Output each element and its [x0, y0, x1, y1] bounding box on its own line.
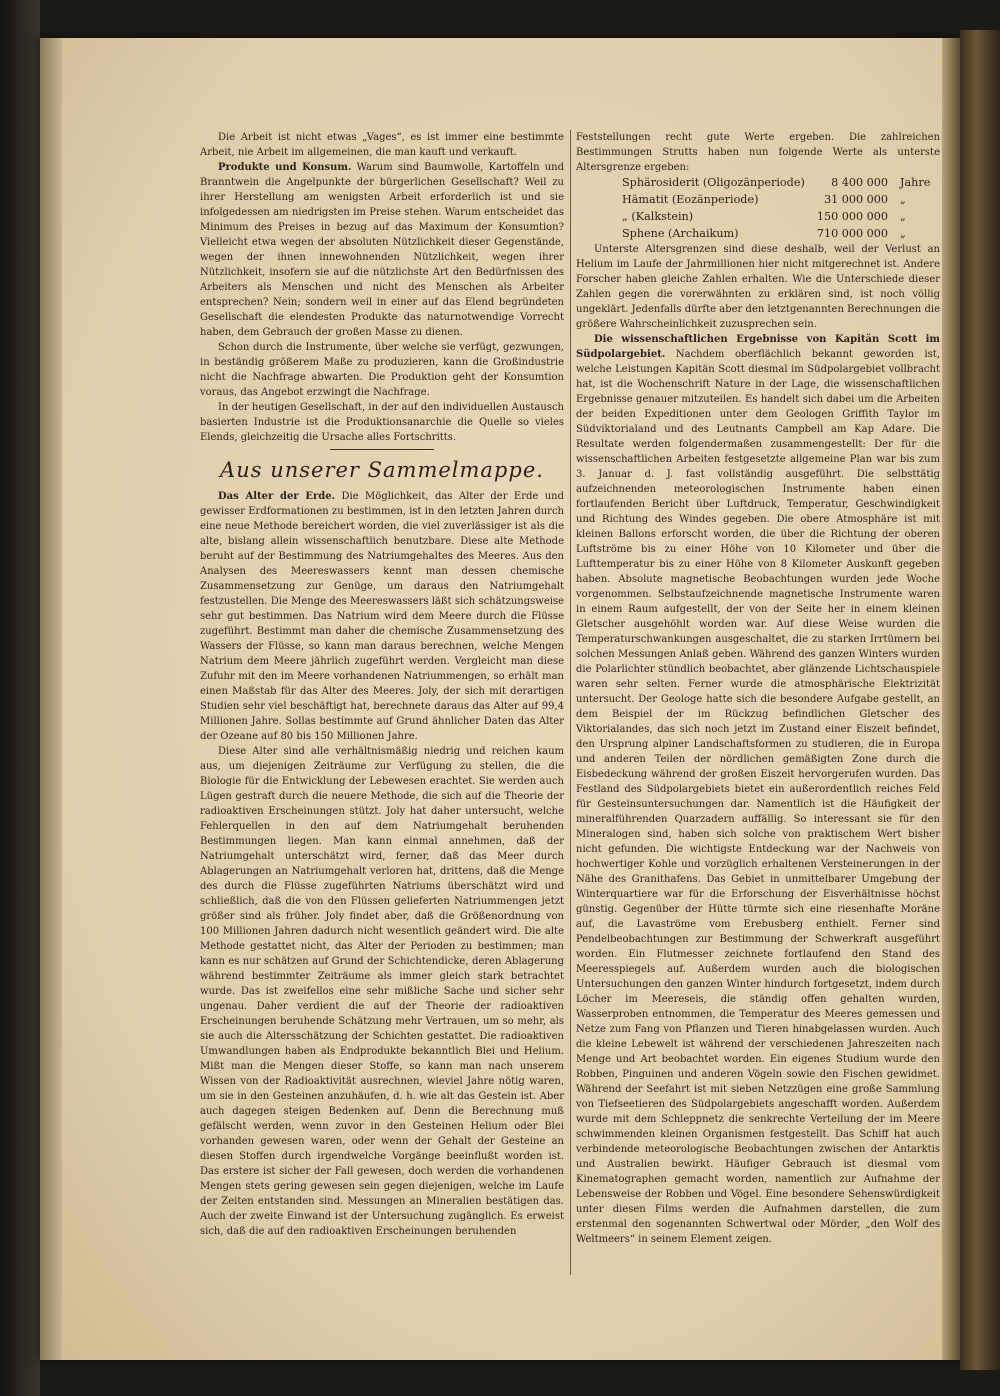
age-value: 8 400 000 — [831, 176, 889, 189]
paragraph: Feststellungen recht gute Werte ergeben. Die zahlreichen Bestimmungen Strutts haben nun folgende Werte als unterste Altersgrenze ergeben: — [576, 132, 940, 173]
right-column — [576, 130, 940, 1247]
paragraph: Die Arbeit ist nicht etwas „Vages“, es ist immer eine bestimmte Arbeit, nie Arbeit im allgemeinen, die man kauft und verkauft. — [200, 132, 564, 158]
table-row — [616, 175, 936, 192]
age-value: 31 000 000 — [823, 192, 889, 206]
mineral-name: „ (Kalkstein) — [622, 209, 694, 223]
mineral-name: Sphene (Archaikum) — [622, 226, 739, 240]
paragraph — [200, 489, 564, 744]
age-unit: „ — [900, 192, 906, 206]
book-binding-left — [0, 0, 40, 1396]
page-edge-right — [942, 38, 960, 1360]
age-table — [616, 175, 936, 242]
mineral-name: Sphärosiderit (Oligozänperiode) — [622, 176, 805, 189]
age-unit: Jahre — [900, 176, 931, 189]
age-unit: „ — [900, 226, 906, 240]
paragraph-heading: Produkte und Konsum. — [218, 162, 352, 173]
paragraph-heading: Das Alter der Erde. — [218, 491, 336, 502]
age-unit: „ — [900, 209, 906, 223]
page-edge-left — [40, 38, 62, 1360]
book-binding-right — [960, 30, 1000, 1370]
left-column — [200, 130, 564, 1239]
paragraph-text: Warum sind Baumwolle, Kartoffeln und Branntwein die Angelpunkte der bürgerlichen Gesellschaft? Weil zu ihrer Herstellung am wenigsten Arbeit erforderlich ist und sie infolgedessen am niedrigsten im Preise stehen. Warum entscheidet das Minimum des Preises in bezug auf das Maximum der Konsumtion? Vielleicht etwa wegen der absoluten Nützlichkeit dieser Gegenstände, wegen der ihnen innewohnenden Nützlichkeit, wegen ihrer Nützlichkeit, insofern sie auf die nützlichste Art den Bedürfnissen des Arbeiters als Menschen und nicht des Menschen als Arbeiter entsprechen? Nein; sondern weil in einer auf das Elend begründeten Gesellschaft die elendesten Produkte das naturnotwendige Vorrecht haben, dem Gebrauch der großen Masse zu dienen. — [200, 162, 564, 338]
age-value: 710 000 000 — [816, 226, 889, 240]
paragraph — [200, 160, 564, 340]
paragraph: Schon durch die Instrumente, über welche sie verfügt, gezwungen, in beständig größerem Maße zu produzieren, kann die Großindustrie nicht die Nachfrage abwarten. Die Produktion geht der Konsumtion voraus, das Angebot erzwingt die Nachfrage. — [200, 342, 564, 398]
mineral-name: Hämatit (Eozänperiode) — [622, 192, 759, 206]
column-divider — [570, 130, 571, 1275]
table-row — [616, 209, 936, 226]
table-row — [616, 192, 936, 209]
age-value: 150 000 000 — [816, 209, 889, 223]
paragraph — [576, 332, 940, 1247]
paragraph-text: Die Möglichkeit, das Alter der Erde und gewisser Erdformationen zu bestimmen, ist in den letzten Jahren durch eine neue Methode bereichert worden, die viel zuverlässiger ist als die alte, bislang allein wissenschaftlich benutzbare. Diese alte Methode beruht auf der Bestimmung des Natriumgehaltes des Meeres. Aus den Analysen des Meereswassers kennt man dessen chemische Zusammensetzung zur Genüge, um daraus den Natriumgehalt festzustellen. Die Menge des Meereswassers läßt sich schätzungsweise sehr gut bestimmen. Das Natrium wird dem Meere durch die Flüsse zugeführt. Bestimmt man daher die chemische Zusammensetzung des Wassers der Flüsse, so kann man daraus berechnen, welche Mengen Natrium dem Meere jährlich zugeführt werden. Vergleicht man diese Zufuhr mit den im Meere vorhandenen Natriummengen, so erhält man einen Maßstab für das Alter des Meeres. Joly, der sich mit derartigen Studien sehr viel beschäftigt hat, berechnete daraus das Alter auf 99,4 Millionen Jahre. Sollas bestimmte auf Grund ähnlicher Daten das Alter der Ozeane auf 80 bis 150 Millionen Jahre. — [200, 491, 565, 742]
paragraph: Diese Alter sind alle verhältnismäßig niedrig und reichen kaum aus, um diejenigen Zeiträume zur Verfügung zu stellen, die die Biologie für die Entwicklung der Lebewesen erachtet. Sie werden auch Lügen gestraft durch die neuere Methode, die sich auf die Theorie der radioaktiven Erscheinungen stützt. Joly hat daher untersucht, welche Fehlerquellen in den auf dem Natriumgehalt beruhenden Bestimmungen liegen. Man kann einmal annehmen, daß der Natriumgehalt unterschätzt wird, ferner, daß das Meer durch Ablagerungen an Natriumgehalt verloren hat, drittens, daß die Menge des durch die Flüsse zugeführten Natriums überschätzt wird und schließlich, daß die von den Flüssen gelieferten Natriummengen jetzt größer sind als früher. Joly findet aber, daß die Größenordnung von 100 Millionen Jahren dadurch nicht wesentlich geändert wird. Die alte Methode gestattet nicht, das Alter der Perioden zu bestimmen; man kann es nur schätzen auf Grund der Schichtendicke, deren Ablagerung während bestimmter Zeiträume als immer gleich stark betrachtet wurde. Das ist zweifellos eine sehr mißliche Sache und sicher sehr ungenau. Daher verdient die auf der Theorie der radioaktiven Erscheinungen beruhende Schätzung mehr Vertrauen, um so mehr, als sie auch die Altersschätzung der Schichten gestattet. Die radioaktiven Umwandlungen haben als Endprodukte bekanntlich Blei und Helium. Mißt man die Mengen dieser Stoffe, so kann man nach unserem Wissen von der Radioaktivität ausrechnen, wieviel Jahre nötig waren, um sie in den Gesteinen anzuhäufen, d. h. wie alt das Gestein ist. Aber auch dagegen steigen Bedenken auf. Denn die Berechnung muß gefälscht werden, wenn zuvor in den Gesteinen Helium oder Blei vorhanden gewesen waren, oder wenn der Gehalt der Gesteine an diesen Stoffen durch irgendwelche Vorgänge beeinflußt worden ist. Das erstere ist sicher der Fall gewesen, doch werden die vorhandenen Mengen stets gering gewesen sein gegen diejenigen, welche im Laufe der Zeiten entstanden sind. Messungen an Mineralien bestätigen das. Auch der zweite Einwand ist der Untersuchung zugänglich. Es erweist sich, daß die auf den radioaktiven Erscheinungen beruhenden — [200, 746, 564, 1237]
paragraph-heading: Die wissenschaftlichen Ergebnisse von Kapitän Scott im Südpolargebiet. — [576, 334, 940, 361]
section-title: Aus unserer Sammelmappe. — [200, 457, 564, 483]
paragraph: Unterste Altersgrenzen sind diese deshalb, weil der Verlust an Helium im Laufe der Jahrmillionen hier nicht mitgerechnet ist. Andere Forscher haben gleiche Zahlen erhalten. Wie die Unterschiede dieser Zahlen gegen die vorerwähnten zu erklären sind, ist noch völlig ungeklärt. Jedenfalls dürfte aber den letztgenannten Berechnungen die größere Wahrscheinlichkeit zuzusprechen sein. — [576, 244, 940, 331]
paragraph: In der heutigen Gesellschaft, in der auf den individuellen Austausch basierten Industrie ist die Produktionsanarchie die Quelle so vieles Elends, gleichzeitig die Ursache alles Fortschritts. — [200, 402, 564, 443]
table-row — [616, 226, 936, 243]
paragraph-text: Nachdem oberflächlich bekannt geworden ist, welche Leistungen Kapitän Scott diesmal im Südpolargebiet vollbracht hat, ist die Wochenschrift Nature in der Lage, die wissenschaftlichen Ergebnisse genauer mitzuteilen. Es handelt sich dabei um die Arbeiten der beiden Expeditionen unter dem Geologen Griffith Taylor im Südviktorialand und des Leutnants Campbell am Kap Adare. Die Resultate werden folgendermaßen zusammengestellt: Der für die wissenschaftlichen Arbeiten festgesetzte allgemeine Plan war bis zum 3. Januar d. J. fast vollständig ausgeführt. Die selbsttätig aufzeichnenden meteorologischen Instrumente haben einen fortlaufenden Bericht über Luftdruck, Temperatur, Geschwindigkeit und Richtung des Windes gegeben. Die obere Atmosphäre ist mit kleinen Ballons erforscht worden, die über die Richtung der oberen Luftströme bis zu einer Höhe von 10 Kilometer und über die Lufttemperatur bis zu einer Höhe von 8 Kilometer Auskunft gegeben haben. Absolute magnetische Beobachtungen wurden jede Woche vorgenommen. Selbstaufzeichnende magnetische Instrumente waren in einem Raum aufgestellt, der von der Seite her in einem kleinen Gletscher ausgehöhlt worden war. Auf diese Weise wurden die Temperaturschwankungen ausgeschaltet, die zu starken Irrtümern bei solchen Messungen Anlaß geben. Während des ganzen Winters wurden die Polarlichter stündlich beobachtet, aber glänzende Lichtschauspiele waren sehr selten. Ferner wurde die atmosphärische Elektrizität untersucht. Der Geologe hatte sich die besondere Aufgabe gestellt, an dem Beispiel der im Rückzug befindlichen Gletscher des Viktorialandes, das sich noch jetzt im Zustand einer Eiszeit befindet, den Ursprung alpiner Landschaftsformen zu studieren, die in Europa und anderen Teilen der nördlichen gemäßigten Zone durch die Eisbedeckung während der großen Eiszeit hervorgerufen wurden. Das Festland des Südpolargebiets bietet ein außerordentlich reiches Feld für Gesteinsuntersuchungen dar. Namentlich ist die Häufigkeit der mineralführenden Quarzadern auffällig. So interessant sie für den Mineralogen sind, haben sich solche von praktischem Wert bisher nicht gefunden. Die wichtigste Entdeckung war der Nachweis von hochwertiger Kohle und vorzüglich erhaltenen Versteinerungen in der Nähe des Granithafens. Das Gebiet in unmittelbarer Umgebung der Winterquartiere war für die Erforschung der Eisverhältnisse höchst günstig. Gegenüber der Hütte türmte sich eine riesenhafte Moräne auf, die Lavaströme vom Erebusberg enthielt. Ferner sind Pendelbeobachtungen zur Bestimmung der Schwerkraft ausgeführt worden. Ein Flutmesser zeichnete fortlaufend den Stand des Meeresspiegels auf. Außerdem wurden auch die biologischen Untersuchungen den ganzen Winter hindurch fortgesetzt, indem durch Löcher im Meereseis, die ständig offen gehalten wurden, Wasserproben entnommen, die Temperatur des Meeres gemessen und Netze zum Fang von Pflanzen und Tieren hinabgelassen wurden. Auch die kleine Lebewelt ist während der verschiedenen Jahreszeiten nach Menge und Art beobachtet worden. Ein eigenes Studium wurde den Robben, Pinguinen und anderen Vögeln sowie den Fischen gewidmet. Während der Seefahrt ist mit sieben Netzzügen eine große Sammlung von Tiefseetieren des Südpolargebiets angeschafft worden. Außerdem wurde mit dem Schleppnetz die senkrechte Verteilung der im Meere schwimmenden kleinen Organismen festgestellt. Das Schiff hat auch verbindende meteorologische Beobachtungen zwischen der Antarktis und Australien bewirkt. Häufiger Gebrauch ist diesmal vom Kinematographen gemacht worden, namentlich zur Aufnahme der Lebensweise der Robben und Vögel. Eine besondere Sehenswürdigkeit unter diesen Films werden die Aufnahmen darstellen, die zum erstenmal den sogenannten Schwertwal oder Mörder, „den Wolf des Weltmeers“ in seinem Element zeigen. — [576, 349, 940, 1246]
